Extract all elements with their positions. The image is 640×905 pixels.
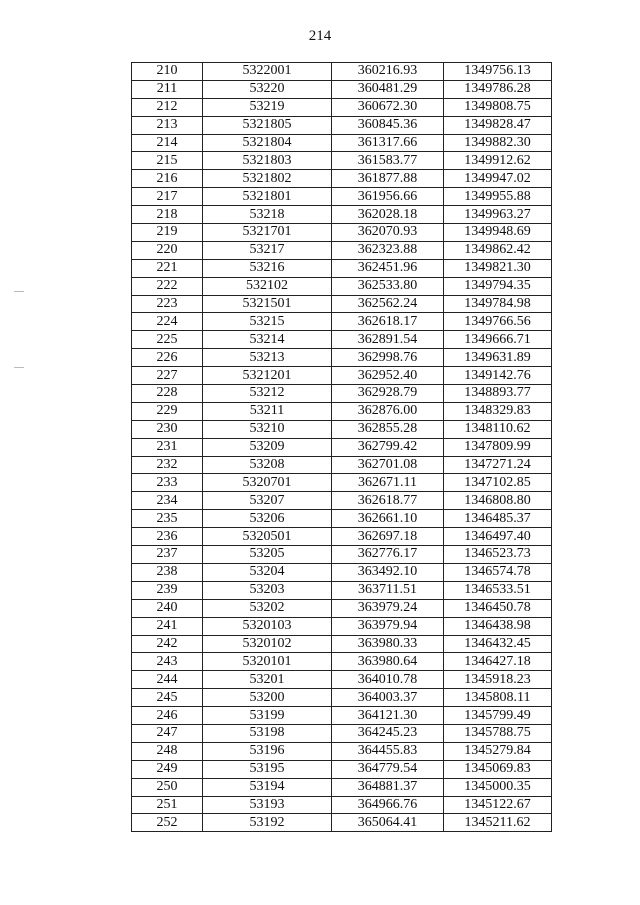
point-id-cell: 5320103 <box>203 617 332 635</box>
table-row <box>132 563 552 581</box>
point-number-cell: 236 <box>132 528 203 546</box>
point-id-cell: 5321804 <box>203 134 332 152</box>
table-row <box>132 385 552 403</box>
y-coordinate-cell: 1349882.30 <box>444 134 552 152</box>
point-number-cell: 220 <box>132 241 203 259</box>
x-coordinate-cell: 361583.77 <box>332 152 444 170</box>
point-id-cell: 53211 <box>203 402 332 420</box>
x-coordinate-cell: 360845.36 <box>332 116 444 134</box>
point-id-cell: 53217 <box>203 241 332 259</box>
x-coordinate-cell: 363979.24 <box>332 599 444 617</box>
point-id-cell: 5320701 <box>203 474 332 492</box>
point-number-cell: 243 <box>132 653 203 671</box>
y-coordinate-cell: 1349821.30 <box>444 259 552 277</box>
point-id-cell: 53214 <box>203 331 332 349</box>
table-row <box>132 546 552 564</box>
point-number-cell: 234 <box>132 492 203 510</box>
point-number-cell: 232 <box>132 456 203 474</box>
point-number-cell: 213 <box>132 116 203 134</box>
point-id-cell: 5321701 <box>203 224 332 242</box>
table-row <box>132 277 552 295</box>
table-row <box>132 295 552 313</box>
point-number-cell: 214 <box>132 134 203 152</box>
point-number-cell: 248 <box>132 742 203 760</box>
point-number-cell: 229 <box>132 402 203 420</box>
point-number-cell: 217 <box>132 188 203 206</box>
table-row <box>132 206 552 224</box>
x-coordinate-cell: 362451.96 <box>332 259 444 277</box>
y-coordinate-cell: 1349963.27 <box>444 206 552 224</box>
table-row <box>132 331 552 349</box>
table-row <box>132 742 552 760</box>
coordinates-table-body <box>132 63 552 832</box>
x-coordinate-cell: 364245.23 <box>332 724 444 742</box>
x-coordinate-cell: 362661.10 <box>332 510 444 528</box>
x-coordinate-cell: 362671.11 <box>332 474 444 492</box>
y-coordinate-cell: 1349784.98 <box>444 295 552 313</box>
point-id-cell: 53203 <box>203 581 332 599</box>
y-coordinate-cell: 1347271.24 <box>444 456 552 474</box>
y-coordinate-cell: 1345788.75 <box>444 724 552 742</box>
x-coordinate-cell: 360672.30 <box>332 98 444 116</box>
scan-mark <box>14 291 24 292</box>
point-id-cell: 5321801 <box>203 188 332 206</box>
x-coordinate-cell: 364966.76 <box>332 796 444 814</box>
table-row <box>132 188 552 206</box>
table-row <box>132 241 552 259</box>
y-coordinate-cell: 1346485.37 <box>444 510 552 528</box>
point-number-cell: 226 <box>132 349 203 367</box>
point-id-cell: 5320102 <box>203 635 332 653</box>
table-row <box>132 134 552 152</box>
table-row <box>132 456 552 474</box>
point-id-cell: 5321501 <box>203 295 332 313</box>
point-id-cell: 53193 <box>203 796 332 814</box>
y-coordinate-cell: 1349766.56 <box>444 313 552 331</box>
x-coordinate-cell: 362855.28 <box>332 420 444 438</box>
point-id-cell: 53192 <box>203 814 332 832</box>
y-coordinate-cell: 1349808.75 <box>444 98 552 116</box>
point-number-cell: 246 <box>132 707 203 725</box>
point-id-cell: 53215 <box>203 313 332 331</box>
point-id-cell: 53218 <box>203 206 332 224</box>
table-row <box>132 724 552 742</box>
point-number-cell: 212 <box>132 98 203 116</box>
x-coordinate-cell: 363980.64 <box>332 653 444 671</box>
table-row <box>132 259 552 277</box>
table-row <box>132 492 552 510</box>
x-coordinate-cell: 360216.93 <box>332 63 444 81</box>
point-id-cell: 5321201 <box>203 367 332 385</box>
point-id-cell: 5320501 <box>203 528 332 546</box>
point-number-cell: 242 <box>132 635 203 653</box>
point-id-cell: 53194 <box>203 778 332 796</box>
point-id-cell: 53204 <box>203 563 332 581</box>
point-id-cell: 53210 <box>203 420 332 438</box>
point-number-cell: 238 <box>132 563 203 581</box>
point-number-cell: 237 <box>132 546 203 564</box>
y-coordinate-cell: 1346427.18 <box>444 653 552 671</box>
table-row <box>132 116 552 134</box>
point-number-cell: 225 <box>132 331 203 349</box>
point-number-cell: 251 <box>132 796 203 814</box>
point-id-cell: 53196 <box>203 742 332 760</box>
x-coordinate-cell: 361877.88 <box>332 170 444 188</box>
table-row <box>132 402 552 420</box>
x-coordinate-cell: 365064.41 <box>332 814 444 832</box>
table-row <box>132 152 552 170</box>
x-coordinate-cell: 362701.08 <box>332 456 444 474</box>
point-number-cell: 222 <box>132 277 203 295</box>
table-row <box>132 760 552 778</box>
y-coordinate-cell: 1347102.85 <box>444 474 552 492</box>
y-coordinate-cell: 1349666.71 <box>444 331 552 349</box>
point-id-cell: 53213 <box>203 349 332 367</box>
x-coordinate-cell: 363979.94 <box>332 617 444 635</box>
y-coordinate-cell: 1349947.02 <box>444 170 552 188</box>
x-coordinate-cell: 361317.66 <box>332 134 444 152</box>
point-id-cell: 53201 <box>203 671 332 689</box>
point-id-cell: 53220 <box>203 80 332 98</box>
y-coordinate-cell: 1348329.83 <box>444 402 552 420</box>
point-number-cell: 240 <box>132 599 203 617</box>
coordinates-table <box>131 62 552 832</box>
table-row <box>132 635 552 653</box>
x-coordinate-cell: 362533.80 <box>332 277 444 295</box>
point-number-cell: 247 <box>132 724 203 742</box>
point-id-cell: 53216 <box>203 259 332 277</box>
table-row <box>132 367 552 385</box>
point-id-cell: 53199 <box>203 707 332 725</box>
point-id-cell: 5321805 <box>203 116 332 134</box>
x-coordinate-cell: 364010.78 <box>332 671 444 689</box>
y-coordinate-cell: 1346432.45 <box>444 635 552 653</box>
x-coordinate-cell: 364003.37 <box>332 689 444 707</box>
table-row <box>132 349 552 367</box>
table-row <box>132 98 552 116</box>
y-coordinate-cell: 1345000.35 <box>444 778 552 796</box>
table-row <box>132 653 552 671</box>
x-coordinate-cell: 362697.18 <box>332 528 444 546</box>
point-number-cell: 218 <box>132 206 203 224</box>
y-coordinate-cell: 1346523.73 <box>444 546 552 564</box>
table-row <box>132 528 552 546</box>
point-number-cell: 231 <box>132 438 203 456</box>
point-number-cell: 227 <box>132 367 203 385</box>
y-coordinate-cell: 1345918.23 <box>444 671 552 689</box>
point-number-cell: 230 <box>132 420 203 438</box>
point-id-cell: 53219 <box>203 98 332 116</box>
table-row <box>132 581 552 599</box>
point-id-cell: 53195 <box>203 760 332 778</box>
x-coordinate-cell: 362928.79 <box>332 385 444 403</box>
y-coordinate-cell: 1346438.98 <box>444 617 552 635</box>
x-coordinate-cell: 362776.17 <box>332 546 444 564</box>
point-id-cell: 5320101 <box>203 653 332 671</box>
y-coordinate-cell: 1349828.47 <box>444 116 552 134</box>
point-id-cell: 53208 <box>203 456 332 474</box>
y-coordinate-cell: 1349631.89 <box>444 349 552 367</box>
point-id-cell: 53198 <box>203 724 332 742</box>
point-id-cell: 53200 <box>203 689 332 707</box>
point-id-cell: 5322001 <box>203 63 332 81</box>
table-row <box>132 814 552 832</box>
x-coordinate-cell: 364121.30 <box>332 707 444 725</box>
scan-mark <box>14 367 24 368</box>
x-coordinate-cell: 362618.77 <box>332 492 444 510</box>
y-coordinate-cell: 1349794.35 <box>444 277 552 295</box>
point-number-cell: 228 <box>132 385 203 403</box>
y-coordinate-cell: 1349862.42 <box>444 241 552 259</box>
point-number-cell: 235 <box>132 510 203 528</box>
y-coordinate-cell: 1346574.78 <box>444 563 552 581</box>
y-coordinate-cell: 1349955.88 <box>444 188 552 206</box>
x-coordinate-cell: 363711.51 <box>332 581 444 599</box>
point-id-cell: 5321802 <box>203 170 332 188</box>
table-row <box>132 510 552 528</box>
table-row <box>132 599 552 617</box>
table-row <box>132 474 552 492</box>
table-row <box>132 438 552 456</box>
x-coordinate-cell: 362323.88 <box>332 241 444 259</box>
table-row <box>132 224 552 242</box>
point-id-cell: 53207 <box>203 492 332 510</box>
y-coordinate-cell: 1346808.80 <box>444 492 552 510</box>
table-row <box>132 778 552 796</box>
x-coordinate-cell: 362799.42 <box>332 438 444 456</box>
y-coordinate-cell: 1349912.62 <box>444 152 552 170</box>
y-coordinate-cell: 1345799.49 <box>444 707 552 725</box>
point-id-cell: 53212 <box>203 385 332 403</box>
point-number-cell: 252 <box>132 814 203 832</box>
table-row <box>132 796 552 814</box>
table-row <box>132 313 552 331</box>
point-id-cell: 532102 <box>203 277 332 295</box>
point-number-cell: 233 <box>132 474 203 492</box>
table-row <box>132 707 552 725</box>
y-coordinate-cell: 1345808.11 <box>444 689 552 707</box>
y-coordinate-cell: 1346497.40 <box>444 528 552 546</box>
point-number-cell: 244 <box>132 671 203 689</box>
x-coordinate-cell: 362562.24 <box>332 295 444 313</box>
y-coordinate-cell: 1345069.83 <box>444 760 552 778</box>
point-id-cell: 5321803 <box>203 152 332 170</box>
table-row <box>132 170 552 188</box>
table-row <box>132 671 552 689</box>
x-coordinate-cell: 362998.76 <box>332 349 444 367</box>
point-number-cell: 249 <box>132 760 203 778</box>
y-coordinate-cell: 1345211.62 <box>444 814 552 832</box>
point-id-cell: 53205 <box>203 546 332 564</box>
x-coordinate-cell: 363980.33 <box>332 635 444 653</box>
x-coordinate-cell: 363492.10 <box>332 563 444 581</box>
y-coordinate-cell: 1349756.13 <box>444 63 552 81</box>
x-coordinate-cell: 362028.18 <box>332 206 444 224</box>
x-coordinate-cell: 364881.37 <box>332 778 444 796</box>
table-row <box>132 617 552 635</box>
y-coordinate-cell: 1346450.78 <box>444 599 552 617</box>
x-coordinate-cell: 360481.29 <box>332 80 444 98</box>
table-row <box>132 63 552 81</box>
y-coordinate-cell: 1345279.84 <box>444 742 552 760</box>
x-coordinate-cell: 362891.54 <box>332 331 444 349</box>
point-number-cell: 223 <box>132 295 203 313</box>
point-number-cell: 211 <box>132 80 203 98</box>
table-row <box>132 689 552 707</box>
x-coordinate-cell: 362070.93 <box>332 224 444 242</box>
point-number-cell: 241 <box>132 617 203 635</box>
point-id-cell: 53206 <box>203 510 332 528</box>
x-coordinate-cell: 364455.83 <box>332 742 444 760</box>
x-coordinate-cell: 364779.54 <box>332 760 444 778</box>
y-coordinate-cell: 1348893.77 <box>444 385 552 403</box>
y-coordinate-cell: 1349786.28 <box>444 80 552 98</box>
x-coordinate-cell: 362876.00 <box>332 402 444 420</box>
point-number-cell: 219 <box>132 224 203 242</box>
x-coordinate-cell: 361956.66 <box>332 188 444 206</box>
point-number-cell: 216 <box>132 170 203 188</box>
table-row <box>132 420 552 438</box>
point-number-cell: 245 <box>132 689 203 707</box>
y-coordinate-cell: 1347809.99 <box>444 438 552 456</box>
y-coordinate-cell: 1346533.51 <box>444 581 552 599</box>
point-number-cell: 224 <box>132 313 203 331</box>
point-number-cell: 221 <box>132 259 203 277</box>
point-number-cell: 215 <box>132 152 203 170</box>
x-coordinate-cell: 362618.17 <box>332 313 444 331</box>
point-id-cell: 53209 <box>203 438 332 456</box>
y-coordinate-cell: 1349948.69 <box>444 224 552 242</box>
y-coordinate-cell: 1349142.76 <box>444 367 552 385</box>
point-number-cell: 210 <box>132 63 203 81</box>
table-row <box>132 80 552 98</box>
page-number: 214 <box>308 28 332 44</box>
y-coordinate-cell: 1348110.62 <box>444 420 552 438</box>
x-coordinate-cell: 362952.40 <box>332 367 444 385</box>
point-number-cell: 250 <box>132 778 203 796</box>
point-number-cell: 239 <box>132 581 203 599</box>
point-id-cell: 53202 <box>203 599 332 617</box>
y-coordinate-cell: 1345122.67 <box>444 796 552 814</box>
